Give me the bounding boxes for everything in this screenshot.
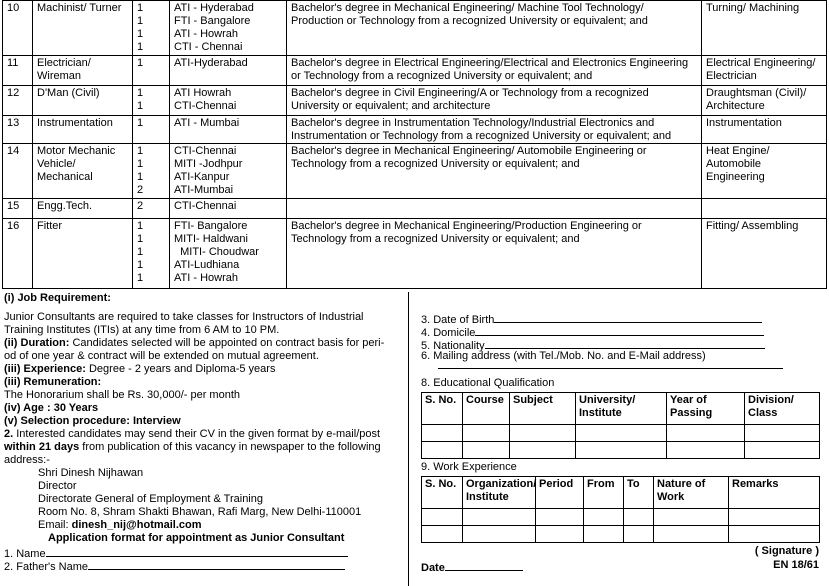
work-row	[422, 526, 820, 543]
column-header: S. No.	[422, 477, 463, 509]
apply-line	[4, 441, 381, 454]
post-location: ATI Howrah	[174, 87, 232, 99]
post-count: 1	[137, 2, 144, 14]
column-header: Year of Passing	[667, 393, 745, 425]
post-count: 1	[137, 145, 144, 157]
post-count: 1	[137, 15, 144, 27]
post-locations	[170, 199, 287, 219]
post-trade: Motor Mechanic Vehicle/ Mechanical	[33, 144, 133, 199]
column-divider	[408, 292, 409, 586]
post-locations	[170, 116, 287, 144]
age-line: (iv) Age : 30 Years	[4, 402, 99, 414]
post-locations	[170, 1, 287, 56]
post-count: 1	[137, 171, 144, 183]
post-row	[3, 1, 827, 56]
post-trade: Instrumentation	[33, 116, 133, 144]
post-locations	[170, 144, 287, 199]
dob-label: 3. Date of Birth	[421, 314, 495, 326]
field-father-name-label: 2. Father's Name	[4, 561, 89, 573]
post-number: 16	[3, 219, 33, 289]
domicile-blank	[475, 324, 764, 336]
apply-text: Interested candidates may send their CV in the given format by e-mail/post	[13, 428, 381, 440]
column-header: From	[584, 477, 624, 509]
post-number: 10	[3, 1, 33, 56]
post-location: ATI-Ludhiana	[174, 259, 240, 271]
post-trade: Fitter	[33, 219, 133, 289]
nationality-blank	[485, 337, 765, 349]
apply-line: address:-	[4, 454, 50, 466]
post-number: 14	[3, 144, 33, 199]
post-location: ATI - Howrah	[174, 28, 238, 40]
selection-line: (v) Selection procedure: Interview	[4, 415, 181, 427]
apply-text: from publication of this vacancy in newspaper to the following	[79, 441, 381, 453]
post-qualification: Bachelor's degree in Mechanical Engineering/ Machine Tool Technology/ Production or Technology from a recognized University or equivalent; and	[287, 1, 702, 56]
post-location: MITI -Jodhpur	[174, 158, 243, 170]
post-row	[3, 219, 827, 289]
education-row	[422, 425, 820, 442]
post-counts	[133, 56, 170, 86]
post-counts	[133, 144, 170, 199]
post-count: 1	[137, 259, 144, 271]
post-counts	[133, 199, 170, 219]
post-count: 1	[137, 158, 144, 170]
nationality-label: 5. Nationality	[421, 340, 485, 352]
post-location: ATI - Howrah	[174, 272, 238, 284]
post-qualification: Bachelor's degree in Mechanical Engineering/ Automobile Engineering or Technology from a recognized University or equivalent; and	[287, 144, 702, 199]
post-count: 2	[137, 184, 144, 196]
address-name: Shri Dinesh Nijhawan	[38, 467, 144, 479]
post-trade: Machinist/ Turner	[33, 1, 133, 56]
duration-text: Candidates selected will be appointed on contract basis for peri-	[69, 337, 385, 349]
column-header: Remarks	[729, 477, 820, 509]
intro-line: Training Institutes (ITIs) at any time from 6 AM to 10 PM.	[4, 324, 280, 336]
field-mailing-address: 6. Mailing address (with Tel./Mob. No. and E-Mail address)	[421, 350, 706, 362]
education-row	[422, 442, 820, 459]
post-area: Heat Engine/ Automobile Engineering	[702, 144, 827, 199]
column-header: Organization/ Institute	[463, 477, 536, 509]
column-header: Period	[536, 477, 584, 509]
post-count: 1	[137, 272, 144, 284]
column-header: Course	[463, 393, 510, 425]
post-qualification: Bachelor's degree in Civil Engineering/A or Technology from a recognized University or equivalent; and architecture	[287, 86, 702, 116]
post-area: Turning/ Machining	[702, 1, 827, 56]
work-row	[422, 509, 820, 526]
address-title: Director	[38, 480, 77, 492]
education-table	[421, 392, 820, 459]
post-count: 1	[137, 100, 144, 112]
post-counts	[133, 1, 170, 56]
post-row	[3, 116, 827, 144]
field-work-experience: 9. Work Experience	[421, 461, 517, 473]
post-trade: D'Man (Civil)	[33, 86, 133, 116]
duration-line: od of one year & contract will be extended on mutual agreement.	[4, 350, 319, 362]
post-location: ATI - Mumbai	[174, 117, 240, 129]
post-trade: Engg.Tech.	[33, 199, 133, 219]
apply-deadline: within 21 days	[4, 441, 80, 453]
post-number: 12	[3, 86, 33, 116]
post-counts	[133, 219, 170, 289]
post-area: Electrical Engineering/ Electrician	[702, 56, 827, 86]
email-label: Email:	[38, 519, 72, 531]
column-header: Nature of Work	[654, 477, 729, 509]
post-qualification: Bachelor's degree in Instrumentation Technology/Industrial Electronics and Instrumentation or Technology from a recognized University or equivalent; and	[287, 116, 702, 144]
column-header: To	[624, 477, 654, 509]
post-location: ATI-Hyderabad	[174, 57, 248, 69]
post-count: 1	[137, 246, 144, 258]
post-location: CTI-Chennai	[174, 200, 237, 212]
address-room: Room No. 8, Shram Shakti Bhawan, Rafi Marg, New Delhi-110001	[38, 506, 362, 518]
post-counts	[133, 86, 170, 116]
date-label: Date	[421, 562, 445, 574]
email-address: dinesh_nij@hotmail.com	[71, 519, 202, 531]
field-educational-qualification: 8. Educational Qualification	[421, 377, 555, 389]
post-count: 1	[137, 117, 144, 129]
post-count: 1	[137, 220, 144, 232]
apply-line	[4, 428, 380, 441]
name-blank	[46, 545, 348, 557]
column-header: University/ Institute	[576, 393, 667, 425]
post-area: Fitting/ Assembling	[702, 219, 827, 289]
posts-table	[2, 0, 827, 289]
post-row	[3, 86, 827, 116]
post-locations	[170, 86, 287, 116]
post-qualification	[287, 199, 702, 219]
post-number: 15	[3, 199, 33, 219]
date-blank	[445, 559, 523, 571]
experience-label: (iii) Experience:	[4, 363, 86, 375]
duration-label: (ii) Duration:	[4, 337, 70, 349]
post-location: ATI-Kanpur	[174, 171, 230, 183]
work-header-row	[422, 477, 820, 509]
post-area	[702, 199, 827, 219]
reference-number: EN 18/61	[773, 559, 819, 571]
post-qualification: Bachelor's degree in Mechanical Engineering/Production Engineering or Technology from a recognized University or equivalent; and	[287, 219, 702, 289]
post-count: 1	[137, 41, 144, 53]
post-count: 2	[137, 200, 144, 212]
post-location: MITI- Haldwani	[174, 233, 248, 245]
post-counts	[133, 116, 170, 144]
duration-line	[4, 337, 384, 350]
domicile-label: 4. Domicile	[421, 327, 476, 339]
email-line	[38, 519, 202, 532]
post-count: 1	[137, 57, 144, 69]
apply-number: 2.	[4, 428, 14, 440]
signature-label: ( Signature )	[754, 545, 819, 557]
experience-text: Degree - 2 years and Diploma-5 years	[85, 363, 276, 375]
remuneration-label: (iii) Remuneration:	[4, 376, 102, 388]
post-number: 13	[3, 116, 33, 144]
post-row	[3, 144, 827, 199]
father-name-blank	[88, 558, 345, 570]
post-location: FTI- Bangalore	[174, 220, 248, 232]
address-org: Directorate General of Employment & Training	[38, 493, 263, 505]
post-count: 1	[137, 87, 144, 99]
column-header: S. No.	[422, 393, 463, 425]
post-row	[3, 199, 827, 219]
column-header: Subject	[510, 393, 576, 425]
post-location: MITI- Choudwar	[174, 246, 259, 258]
field-father-name	[4, 558, 345, 574]
education-header-row	[422, 393, 820, 425]
intro-line: Junior Consultants are required to take classes for Instructors of Industrial	[4, 311, 364, 323]
post-row	[3, 56, 827, 86]
post-locations	[170, 56, 287, 86]
post-location: ATI-Mumbai	[174, 184, 234, 196]
post-area: Instrumentation	[702, 116, 827, 144]
post-trade: Electrician/ Wireman	[33, 56, 133, 86]
experience-line	[4, 363, 275, 376]
post-location: CTI - Chennai	[174, 41, 243, 53]
post-area: Draughtsman (Civil)/ Architecture	[702, 86, 827, 116]
post-qualification: Bachelor's degree in Electrical Engineering/Electrical and Electronics Engineering or Technology from a recognized University or equivalent; and	[287, 56, 702, 86]
post-number: 11	[3, 56, 33, 86]
dob-blank	[494, 311, 762, 323]
job-requirement-heading: (i) Job Requirement:	[4, 292, 111, 304]
post-location: FTI - Bangalore	[174, 15, 251, 27]
field-name-label: 1. Name	[4, 548, 46, 560]
post-locations	[170, 219, 287, 289]
post-location: CTI-Chennai	[174, 145, 237, 157]
date-field	[421, 559, 523, 575]
post-count: 1	[137, 233, 144, 245]
post-location: ATI - Hyderabad	[174, 2, 254, 14]
application-format-heading: Application format for appointment as Junior Consultant	[48, 532, 345, 544]
work-experience-table	[421, 476, 820, 543]
post-count: 1	[137, 28, 144, 40]
post-location: CTI-Chennai	[174, 100, 237, 112]
column-header: Division/ Class	[745, 393, 820, 425]
mailing-address-blank	[438, 368, 783, 369]
honorarium-line: The Honorarium shall be Rs. 30,000/- per month	[4, 389, 241, 401]
